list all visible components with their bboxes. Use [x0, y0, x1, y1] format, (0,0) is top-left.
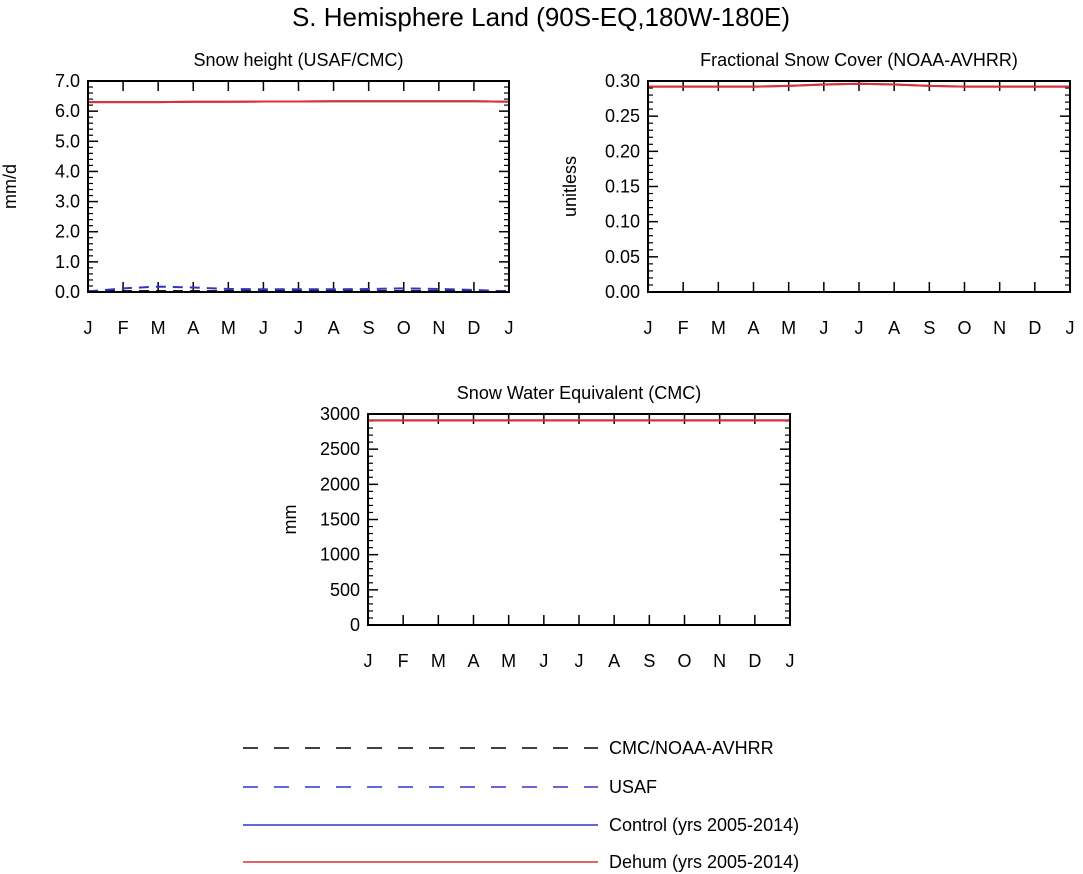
x-tick-label: J: [363, 651, 373, 671]
y-tick-label: 5.0: [54, 131, 80, 152]
x-tick-label: A: [327, 318, 340, 338]
x-tick-label: D: [748, 651, 762, 671]
x-tick-label: S: [923, 318, 936, 338]
x-tick-label: O: [396, 318, 411, 338]
chart-panel-1: [0, 50, 514, 338]
x-tick-label: O: [677, 651, 692, 671]
x-tick-label: N: [993, 318, 1007, 338]
chart-title: Snow Water Equivalent (CMC): [456, 383, 702, 403]
x-tick-label: M: [781, 318, 797, 338]
x-tick-label: M: [501, 651, 517, 671]
x-tick-label: S: [362, 318, 375, 338]
x-tick-label: M: [220, 318, 236, 338]
y-tick-label: 2500: [319, 439, 360, 460]
chart-panel-3: [280, 383, 795, 671]
legend-item: [243, 852, 799, 872]
x-tick-label: J: [294, 318, 303, 338]
x-tick-label: J: [258, 318, 268, 338]
y-tick-label: 0.05: [604, 246, 640, 267]
x-tick-label: J: [83, 318, 93, 338]
y-tick-label: 1500: [319, 509, 360, 530]
legend-label: CMC/NOAA-AVHRR: [609, 738, 774, 758]
y-tick-label: 0.00: [604, 282, 640, 302]
y-tick-label: 4.0: [54, 161, 80, 182]
y-tick-label: 0: [349, 615, 360, 635]
legend-item: [243, 815, 799, 835]
x-tick-label: J: [643, 318, 653, 338]
y-tick-label: 0.20: [604, 141, 640, 162]
x-tick-label: N: [432, 318, 446, 338]
x-tick-label: N: [713, 651, 727, 671]
y-tick-label: 6.0: [54, 101, 80, 122]
y-tick-label: 2.0: [54, 221, 80, 242]
y-tick-label: 3000: [319, 404, 360, 424]
x-tick-label: F: [677, 318, 689, 338]
legend-label: Control (yrs 2005-2014): [609, 815, 800, 835]
y-tick-label: 0.10: [604, 211, 640, 232]
legend: [243, 738, 799, 872]
plot-frame: [648, 81, 1070, 292]
chart-panel-2: [560, 50, 1075, 338]
chart-title: Fractional Snow Cover (NOAA-AVHRR): [700, 50, 1018, 70]
x-tick-label: M: [150, 318, 166, 338]
x-tick-label: J: [854, 318, 864, 338]
legend-label: Dehum (yrs 2005-2014): [609, 852, 800, 872]
y-axis-label: mm/d: [0, 164, 20, 209]
figure-title: S. Hemisphere Land (90S-EQ,180W-180E): [291, 2, 791, 32]
x-tick-label: J: [574, 651, 584, 671]
x-tick-label: F: [397, 651, 409, 671]
x-tick-label: F: [117, 318, 129, 338]
x-tick-label: D: [467, 318, 481, 338]
x-tick-label: S: [643, 651, 656, 671]
y-tick-label: 0.15: [604, 176, 640, 197]
x-tick-label: J: [819, 318, 829, 338]
y-tick-label: 7.0: [54, 71, 80, 91]
legend-label: USAF: [609, 777, 658, 797]
x-tick-label: J: [504, 318, 514, 338]
x-tick-label: O: [957, 318, 972, 338]
y-tick-label: 0.0: [54, 282, 80, 302]
x-tick-label: A: [888, 318, 901, 338]
x-tick-label: A: [187, 318, 200, 338]
chart-title: Snow height (USAF/CMC): [193, 50, 404, 70]
x-tick-label: M: [430, 651, 446, 671]
y-tick-label: 1.0: [54, 251, 80, 272]
x-tick-label: M: [710, 318, 726, 338]
x-tick-label: A: [747, 318, 760, 338]
y-tick-label: 0.30: [604, 71, 640, 91]
x-tick-label: J: [539, 651, 549, 671]
x-tick-label: J: [785, 651, 795, 671]
y-axis-label: mm: [280, 504, 300, 535]
plot-frame: [368, 414, 790, 625]
legend-item: [243, 738, 774, 758]
y-tick-label: 2000: [319, 474, 360, 495]
y-tick-label: 1000: [319, 544, 360, 565]
x-tick-label: D: [1028, 318, 1042, 338]
legend-item: [243, 777, 657, 797]
x-tick-label: A: [608, 651, 621, 671]
series-line-4: [88, 101, 509, 102]
y-tick-label: 0.25: [604, 106, 640, 127]
y-axis-label: unitless: [560, 155, 580, 218]
panels: [0, 50, 1075, 671]
x-tick-label: J: [1065, 318, 1075, 338]
y-tick-label: 500: [329, 579, 360, 600]
x-tick-label: A: [467, 651, 480, 671]
plot-frame: [88, 81, 509, 292]
y-tick-label: 3.0: [54, 191, 80, 212]
